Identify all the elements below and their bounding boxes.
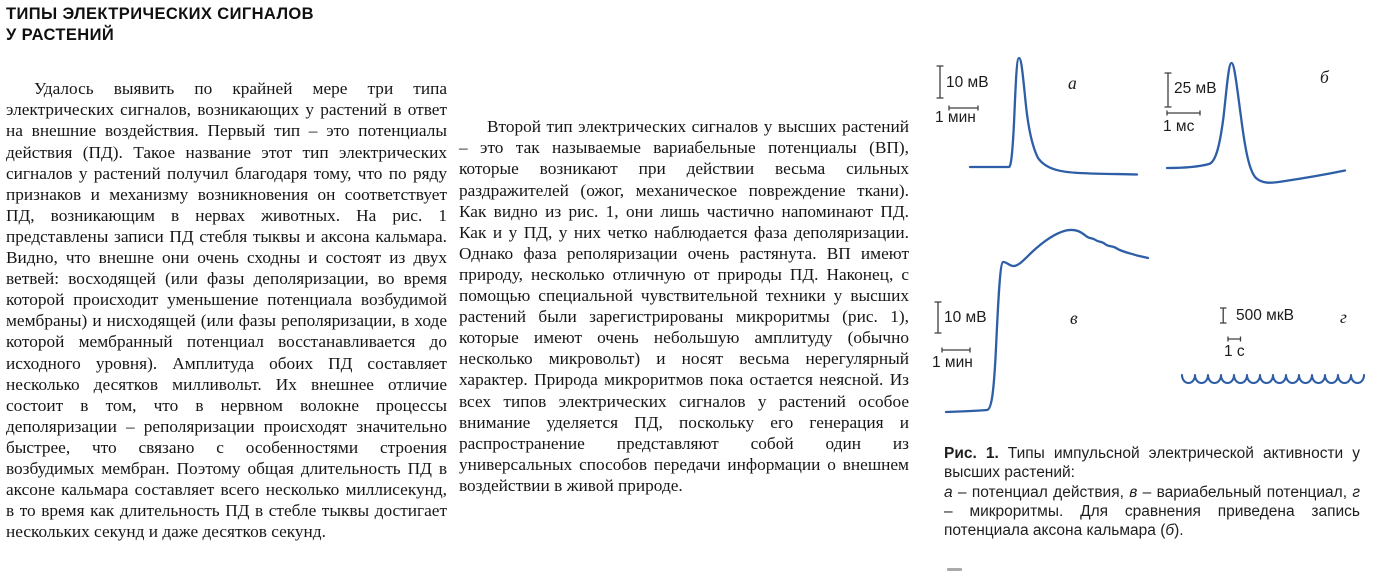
panel-letter-a: а <box>1068 73 1077 93</box>
column-1-paragraph: Удалось выявить по крайней мере три типа электрических сигналов, возникающих у растений в ответ на внешние воздействия. Первый тип – это потенциалы действия (ПД). Такое название этот тип электрических сигналов у растений получил благодаря тому, что по ряду признаков и механизму возникновения он соответствует ПД, возникающим в нервах животных. На рис. 1 представлены записи ПД стебля тыквы и аксона кальмара. Видно, что внешне они очень сходны и состоят из двух ветвей: восходящей (или фазы деполяризации, во время которой происходит уменьшение потенциала возбудимой мембраны) и нисходящей (или фазы реполяризации, в ходе которой мембранный потенциал восстанавливается до исходного уровня). Амплитуда обоих ПД составляет несколько десятков милливольт. Их внешнее отличие состоит в том, что в нервном волокне процессы деполяризации – реполяризации происходят значительно быстрее, что связано с особенностями строения возбудимых мембран. Поэтому общая длительность ПД в аксоне кальмара составляет всего несколько миллисекунд, в то время как длительность ПД в стебле тыквы достигает нескольких секунд и даже десятков секунд. <box>6 79 447 542</box>
trace-panel-a-action-potential <box>930 45 1160 185</box>
trace-panel-b-squid-axon <box>1160 45 1377 195</box>
time-scalebar-a-label: 1 мин <box>935 109 976 126</box>
time-scalebar-b <box>1167 111 1200 116</box>
voltage-scalebar-b-label: 25 мВ <box>1174 80 1217 97</box>
time-scalebar-g <box>1228 337 1241 342</box>
panel-letter-g: г <box>1340 307 1347 327</box>
caption-text-g: – микроритмы. Для сравнения приведена запись потенциала аксона кальмара ( <box>944 502 1360 540</box>
voltage-scalebar-b <box>1165 73 1172 107</box>
time-scalebar-g-label: 1 с <box>1224 343 1245 360</box>
voltage-scalebar-v <box>935 302 942 333</box>
time-scalebar-v-label: 1 мин <box>932 354 973 371</box>
column-2-paragraph: Второй тип электрических сигналов у высших растений – это так называемые вариабельные потенциалы (ВП), которые возникают при действии весьма сильных раздражителей (ожог, механическое повреждение ткани). Как видно из рис. 1, они лишь частично напоминают ПД. Как и у ПД, у них четко наблюдается фаза деполяризации. Однако фаза реполяризации очень растянута. ВП имеют природу, несколько отличную от природы ПД. Наконец, с помощью специальной чувствительной техники у высших растений были зарегистрированы микроритмы (рис. 1), которые имеют очень небольшую амплитуду (обычно несколько микровольт) и носят весьма нерегулярный характер. Природа микроритмов пока остается неясной. Из всех типов электрических сигналов у растений особое внимание уделяется ПД, поскольку его генерация и распространение представляют собой один из универсальных способов передачи информации о внешнем воздействии в живой природе. <box>459 117 909 495</box>
voltage-scalebar-g-label: 500 мкВ <box>1236 307 1294 324</box>
trace-panel-v-variable-potential <box>930 200 1170 440</box>
caption-text-v: – вариабельный потенциал, <box>1137 483 1353 501</box>
waveform-g <box>1182 375 1364 383</box>
scan-edge-artifact <box>947 568 962 571</box>
caption-letter-b: б <box>1165 522 1175 540</box>
panel-letter-b: б <box>1320 67 1329 87</box>
caption-letter-a: а <box>944 483 953 501</box>
article-title-line1: ТИПЫ ЭЛЕКТРИЧЕСКИХ СИГНАЛОВ <box>6 5 314 23</box>
voltage-scalebar-v-label: 10 мВ <box>944 309 987 326</box>
trace-panel-g-microrhythms <box>1170 290 1377 430</box>
voltage-scalebar-g <box>1220 308 1227 323</box>
article-title-line2: У РАСТЕНИЙ <box>6 26 115 44</box>
caption-intro: Типы импульсной электрической активности у высших растений: <box>944 445 1360 482</box>
figure-caption <box>944 444 1360 540</box>
caption-text-b: ). <box>1174 522 1184 540</box>
time-scalebar-b-label: 1 мс <box>1163 118 1195 135</box>
caption-text-a: – потенциал действия, <box>952 483 1130 501</box>
panel-letter-v: в <box>1070 308 1078 328</box>
figure-number: Рис. 1. <box>944 445 999 462</box>
caption-letter-g: г <box>1352 483 1360 501</box>
time-scalebar-v <box>942 348 970 353</box>
waveform-a <box>970 58 1137 175</box>
voltage-scalebar-a <box>937 66 944 98</box>
article-title <box>6 4 436 46</box>
caption-letter-v: в <box>1129 483 1138 501</box>
voltage-scalebar-a-label: 10 мВ <box>946 74 989 91</box>
